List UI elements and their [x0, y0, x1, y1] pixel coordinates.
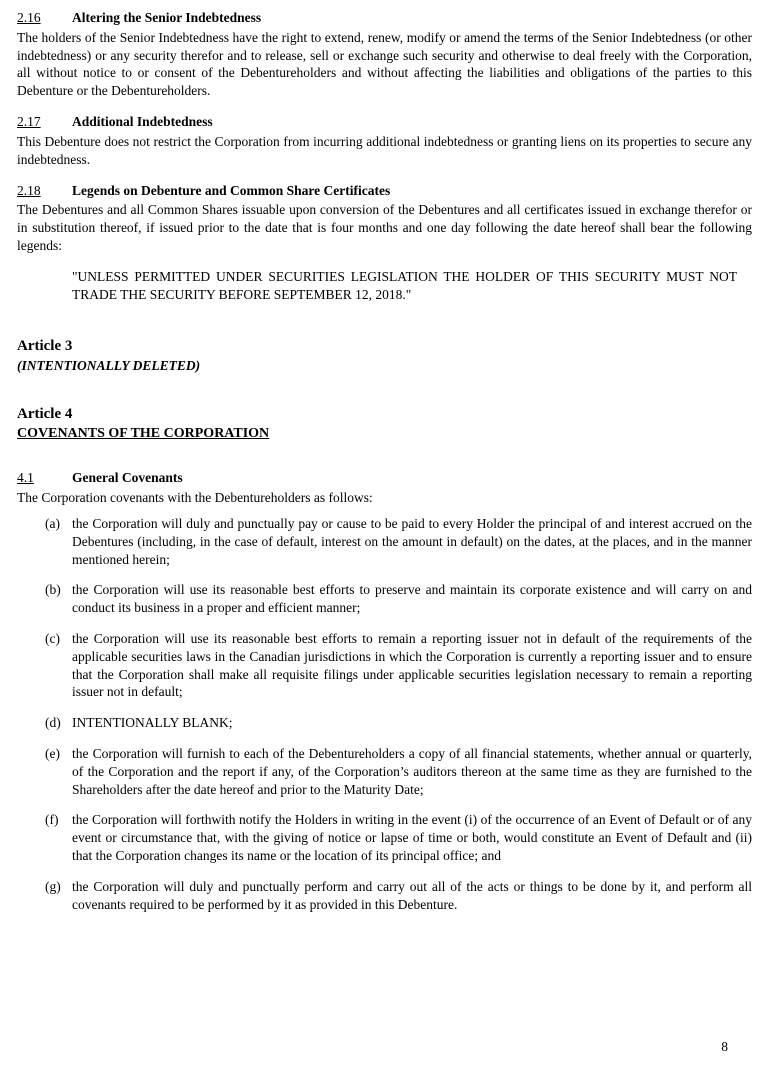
covenant-label-g: (g) — [45, 878, 61, 894]
section-2-16-body: The holders of the Senior Indebtedness have the right to extend, renew, modify or amend the terms of the Senior Indebtedness (or other indebtedness) or any security therefor and to release, sell or exchange such security and otherwise to deal freely with the Corporation, all without notice to or consent of the Debentureholders and without affecting the liabilities and obligations of the parties to this Debenture or the Debentureholders. — [17, 29, 752, 99]
section-2-18-number: 2.18 — [17, 182, 41, 198]
covenant-item-g — [17, 878, 752, 914]
covenant-item-e — [17, 745, 752, 798]
covenant-text-c: the Corporation will use its reasonable best efforts to remain a reporting issuer not in default of the requirements of the applicable securities laws in the Canadian jurisdictions in which the Corporation is currently a reporting issuer and to ensure that the Corporation shall make all requisite filings under applicable securities legislation necessary to remain a reporting issuer not in default; — [72, 630, 752, 700]
covenant-item-f — [17, 811, 752, 864]
covenant-label-d: (d) — [45, 715, 61, 731]
section-2-18-heading — [17, 182, 752, 200]
section-2-17-body: This Debenture does not restrict the Corporation from incurring additional indebtedness or granting liens on its properties to secure any indebtedness. — [17, 133, 752, 167]
section-2-17-heading — [17, 113, 752, 131]
covenant-label-c: (c) — [45, 630, 60, 646]
covenant-label-e: (e) — [45, 746, 60, 761]
article-3 — [17, 337, 752, 375]
section-2-17-number: 2.17 — [17, 114, 41, 130]
covenant-label-f: (f) — [45, 812, 59, 828]
section-4-1-number: 4.1 — [17, 470, 34, 486]
covenant-item-b — [17, 581, 752, 617]
article-4-title: Article 4 — [17, 405, 73, 422]
section-2-16-heading — [17, 9, 752, 27]
section-2-17 — [17, 113, 752, 181]
covenant-text-g: the Corporation will duly and punctually perform and carry out all of the acts or things to be done by it, and perform all covenants required to be performed by it as provided in this Debenture. — [72, 878, 752, 912]
section-2-18 — [17, 182, 752, 318]
section-4-1-heading — [17, 469, 752, 487]
covenant-item-c — [17, 630, 752, 701]
article-4 — [17, 405, 752, 443]
covenant-item-d — [17, 714, 752, 732]
article-3-title: Article 3 — [17, 338, 73, 355]
covenants-intro: The Corporation covenants with the Debentureholders as follows: — [17, 490, 373, 506]
section-2-16-title: Altering the Senior Indebtedness — [72, 10, 262, 25]
article-4-subtitle: COVENANTS OF THE CORPORATION — [17, 425, 270, 441]
section-2-16-number: 2.16 — [17, 10, 41, 25]
section-4-1 — [17, 469, 752, 926]
page-number: 8 — [721, 1039, 728, 1055]
section-2-18-title: Legends on Debenture and Common Share Certificates — [72, 182, 391, 198]
covenant-text-a: the Corporation will duly and punctually pay or cause to be paid to every Holder the principal of and interest accrued on the Debentures (including, in the case of default, interest on the amount in default) on the dates, at the places, and in the manner mentioned herein; — [72, 515, 752, 567]
covenant-label-b: (b) — [45, 582, 61, 598]
covenant-text-d: INTENTIONALLY BLANK; — [72, 715, 233, 731]
covenant-text-e: the Corporation will furnish to each of the Debentureholders a copy of all financial statements, whether annual or quarterly, of the Corporation and the report if any, of the Corporation’s auditors thereon at the same time as they are furnished to the Shareholders after the date hereof and prior to the Maturity Date; — [72, 746, 752, 797]
securities-legend-text: "UNLESS PERMITTED UNDER SECURITIES LEGISLATION THE HOLDER OF THIS SECURITY MUST NOT TRADE THE SECURITY BEFORE SEPTEMBER 12, 2018." — [72, 268, 737, 302]
covenant-text-b: the Corporation will use its reasonable best efforts to preserve and maintain its corporate existence and will carry on and conduct its business in a proper and efficient manner; — [72, 582, 752, 616]
covenant-text-f: the Corporation will forthwith notify the Holders in writing in the event (i) of the occurrence of an Event of Default or of any event or circumstance that, with the giving of notice or lapse of time or both, would constitute an Event of Default and (ii) that the Corporation changes its name or the location of its principal office; and — [72, 812, 752, 864]
section-2-16 — [17, 9, 752, 113]
section-2-18-body: The Debentures and all Common Shares issuable upon conversion of the Debentures and all certificates issued in exchange therefor or in substitution thereof, if issued prior to the date that is four months and one day following the date hereof shall bear the following legends: — [17, 202, 752, 253]
section-4-1-title: General Covenants — [72, 470, 183, 486]
article-3-subtitle: (INTENTIONALLY DELETED) — [17, 358, 201, 374]
covenant-item-a — [17, 515, 752, 568]
covenant-label-a: (a) — [45, 515, 60, 531]
section-2-17-title: Additional Indebtedness — [72, 114, 213, 130]
